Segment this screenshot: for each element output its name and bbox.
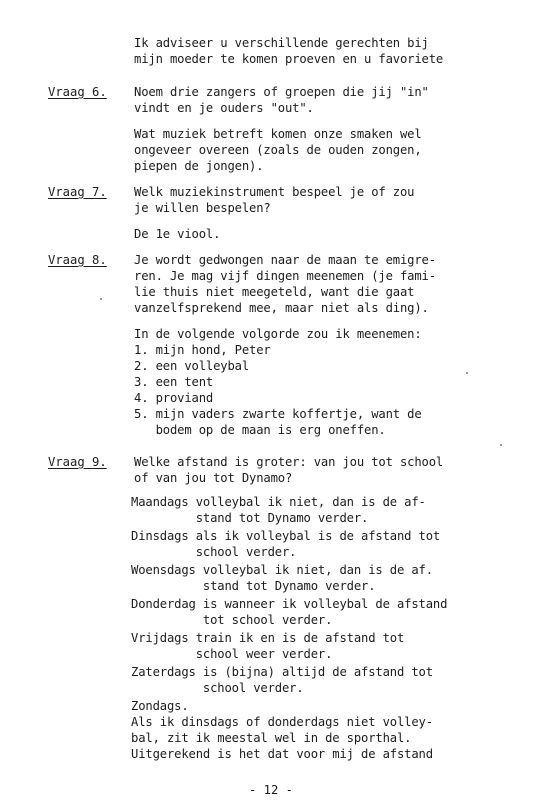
q9-day-line: Donderdag is wanneer ik volleybal de afstand: [131, 597, 448, 611]
q6-question-line: vindt en je ouders "out".: [134, 101, 314, 115]
q7-question-line: Welk muziekinstrument bespeel je of zou: [134, 185, 415, 199]
q9-closing-line: Uitgerekend is het dat voor mij de afstand: [131, 747, 433, 761]
q8-list-item: 3. een tent: [134, 375, 214, 389]
q8-question-line: Je wordt gedwongen naar de maan te emigre-: [134, 253, 436, 267]
q6-answer-line: ongeveer overeen (zoals de ouden zongen,: [134, 143, 422, 157]
q9-day-line: school verder.: [131, 545, 297, 559]
q9-day-line: Zondags.: [131, 699, 189, 713]
q6-answer-line: piepen de jongen).: [134, 159, 264, 173]
q7-label: Vraag 7.: [48, 185, 107, 199]
intro-line-1: Ik adviseer u verschillende gerechten bij: [134, 36, 429, 50]
q9-question-line: Welke afstand is groter: van jou tot school: [134, 455, 444, 469]
q6-answer-line: Wat muziek betreft komen onze smaken wel: [134, 127, 422, 141]
intro-line-2: mijn moeder te komen proeven en u favoriete: [134, 52, 444, 66]
q9-day-line: Dinsdags als ik volleybal is de afstand tot: [131, 529, 441, 543]
q9-closing-line: Als ik dinsdags of donderdags niet volley-: [131, 715, 433, 729]
page-number: - 12 -: [248, 783, 294, 797]
q8-label: Vraag 8.: [48, 253, 107, 267]
q6-question-line: Noem drie zangers of groepen die jij "in": [134, 85, 429, 99]
q6-label: Vraag 6.: [48, 85, 107, 99]
q8-list-item: 2. een volleybal: [134, 359, 249, 373]
q9-day-line: stand tot Dynamo verder.: [131, 511, 369, 525]
scan-speck: [500, 444, 502, 446]
q8-list-item: 4. proviand: [134, 391, 214, 405]
q8-list-item: 5. mijn vaders zwarte koffertje, want de: [134, 407, 422, 421]
q7-answer-line: De 1e viool.: [134, 227, 221, 241]
q7-question-line: je willen bespelen?: [134, 201, 271, 215]
q9-closing-line: bal, zit ik meestal wel in de sporthal.: [131, 731, 412, 745]
q9-question-line: of van jou tot Dynamo?: [134, 471, 293, 485]
q8-list-intro: In de volgende volgorde zou ik meenemen:: [134, 327, 422, 341]
q9-day-line: stand tot Dynamo verder.: [131, 579, 376, 593]
scan-speck: [466, 372, 468, 374]
q8-question-line: ren. Je mag vijf dingen meenemen (je fami-: [134, 269, 436, 283]
q9-day-line: Zaterdags is (bijna) altijd de afstand tot: [131, 665, 433, 679]
q8-question-line: vanzelfsprekend mee, maar niet als ding).: [134, 301, 429, 315]
q8-list-item: 1. mijn hond, Peter: [134, 343, 271, 357]
q9-day-line: tot school verder.: [131, 613, 333, 627]
q9-day-line: Vrijdags train ik en is de afstand tot: [131, 631, 405, 645]
q9-day-line: school weer verder.: [131, 647, 333, 661]
q9-label: Vraag 9.: [48, 455, 107, 469]
q8-list-item: bodem op de maan is erg oneffen.: [134, 423, 386, 437]
scan-speck: [100, 298, 102, 300]
q9-day-line: Maandags volleybal ik niet, dan is de af-: [131, 495, 426, 509]
q9-day-line: Woensdags volleybal ik niet, dan is de af.: [131, 563, 433, 577]
q9-day-line: school verder.: [131, 681, 304, 695]
q8-question-line: lie thuis niet meegeteld, want die gaat: [134, 285, 415, 299]
